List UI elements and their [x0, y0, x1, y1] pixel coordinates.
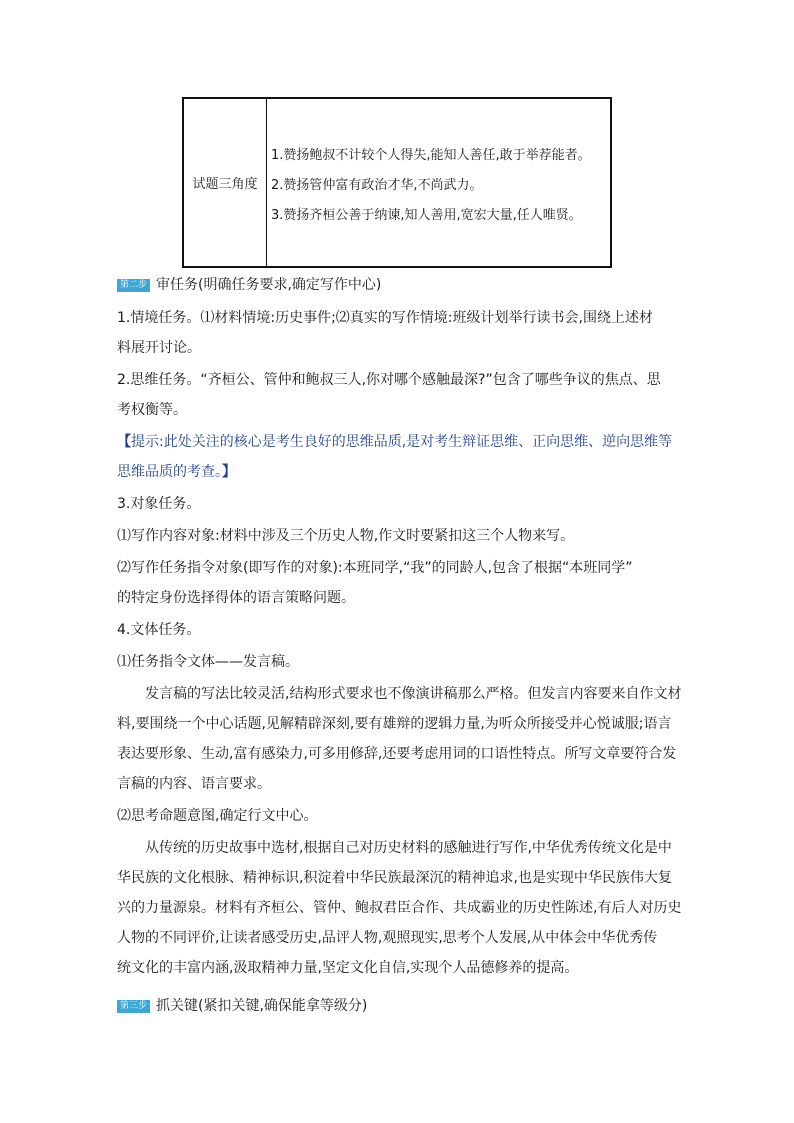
hint-line [117, 432, 672, 452]
paragraph-line: 发言稿的写法比较灵活,结构形式要求也不像演讲稿那么严格。但发言内容要来自作文材 [145, 686, 682, 702]
angle-item: 3.赞扬齐桓公善于纳谏,知人善用,宽宏大量,任人唯贤。 [271, 208, 582, 223]
text-line: ⑴任务指令文体——发言稿。 [117, 654, 299, 670]
step2-heading [117, 275, 381, 295]
text-line: ⑵思考命题意图,确定行文中心。 [117, 808, 318, 824]
hint-text: 思维品质的考查。 [117, 464, 222, 480]
text-line: 4.文体任务。 [117, 622, 201, 638]
text-line: ⑵写作任务指令对象(即写作的对象):本班同学,“我”的同龄人,包含了根据“本班同学” [117, 560, 633, 576]
hint-close-bracket: 】 [222, 464, 236, 480]
paragraph-line: 从传统的历史故事中选材,根据自己对历史材料的感触进行写作,中华优秀传统文化是中 [145, 840, 672, 856]
step2-title: 审任务(明确任务要求,确定写作中心) [156, 277, 382, 293]
angle-table-label: 试题三角度 [184, 99, 267, 266]
angle-item: 2.赞扬管仲富有政治才华,不尚武力。 [271, 178, 483, 193]
paragraph-line: 人物的不同评价,让读者感受历史,品评人物,观照现实,思考个人发展,从中体会中华优秀传 [117, 930, 658, 946]
paragraph-line: 华民族的文化根脉、精神标识,积淀着中华民族最深沉的精神追求,也是实现中华民族伟大复 [117, 870, 672, 886]
hint-text: 提示:此处关注的核心是考生良好的思维品质,是对考生辩证思维、正向思维、逆向思维等 [131, 434, 673, 450]
step2-badge: 第二步 [117, 279, 150, 292]
step3-heading [117, 996, 367, 1016]
text-line: ⑴写作内容对象:材料中涉及三个历史人物,作文时要紧扣这三个人物来写。 [117, 528, 575, 544]
paragraph-line: 统文化的丰富内涵,汲取精神力量,坚定文化自信,实现个人品德修养的提高。 [117, 960, 579, 976]
hint-open-bracket: 【 [117, 434, 131, 450]
text-line: 3.对象任务。 [117, 496, 201, 512]
step3-title: 抓关键(紧扣关键,确保能拿等级分) [156, 998, 368, 1014]
paragraph-line: 言稿的内容、语言要求。 [117, 776, 271, 792]
step3-badge: 第三步 [117, 1000, 150, 1013]
text-line: 料展开讨论。 [117, 340, 201, 356]
hint-line [117, 462, 236, 482]
text-line: 考权衡等。 [117, 402, 187, 418]
text-line: 2.思维任务。“齐桓公、管仲和鲍叔三人,你对哪个感触最深?”包含了哪些争议的焦点、思 [117, 372, 661, 388]
paragraph-line: 表达要形象、生动,富有感染力,可多用修辞,还要考虑用词的口语性特点。所写文章要符合发 [117, 746, 677, 762]
angle-item: 1.赞扬鲍叔不计较个人得失,能知人善任,敢于举荐能者。 [271, 148, 591, 163]
text-line: 的特定身份选择得体的语言策略问题。 [117, 590, 355, 606]
text-line: 1.情境任务。⑴材料情境:历史事件;⑵真实的写作情境:班级计划举行读书会,围绕上述材 [117, 310, 653, 326]
angle-table [182, 97, 612, 268]
angle-list [267, 99, 610, 266]
paragraph-line: 料,要围绕一个中心话题,见解精辟深刻,要有雄辩的逻辑力量,为听众所接受并心悦诚服;语言 [117, 716, 672, 732]
paragraph-line: 兴的力量源泉。材料有齐桓公、管仲、鲍叔君臣合作、共成霸业的历史性陈述,有后人对历史 [117, 900, 682, 916]
